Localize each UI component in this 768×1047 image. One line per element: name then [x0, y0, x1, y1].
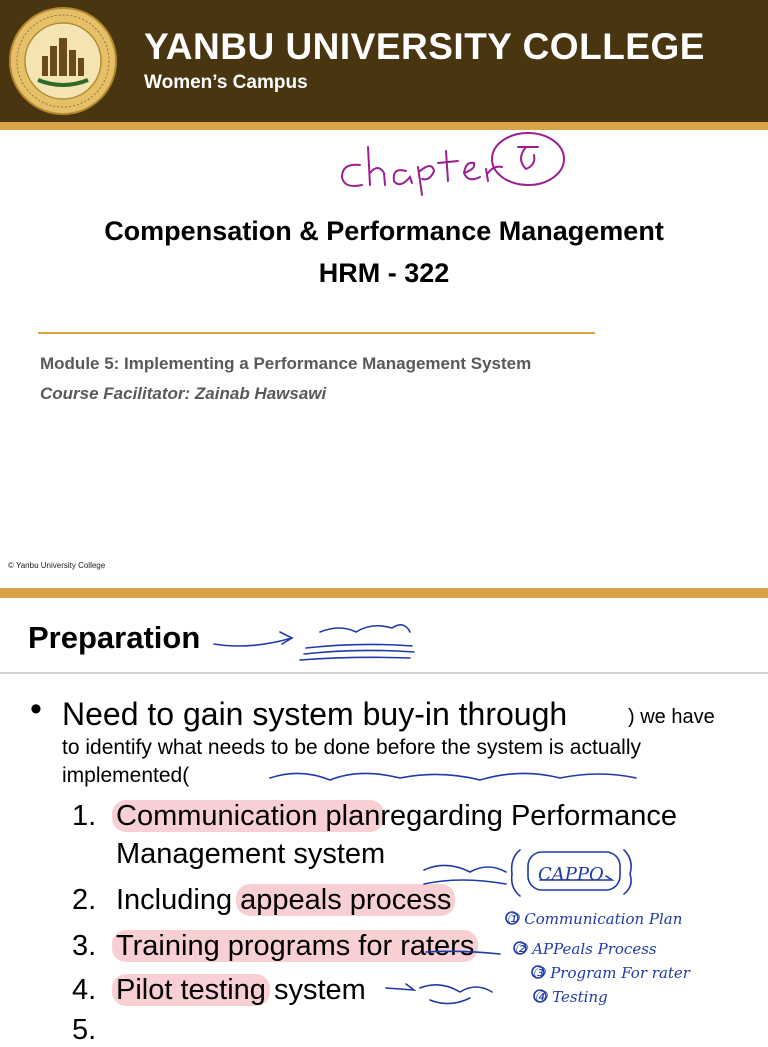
- bullet-main-text: Need to gain system buy-in through: [62, 696, 568, 732]
- module-subtitle: Module 5: Implementing a Performance Management System: [40, 354, 532, 373]
- copyright-footer: © Yanbu University College: [8, 561, 106, 570]
- campus-name: Women’s Campus: [144, 72, 308, 93]
- list-number: 1.: [72, 800, 97, 832]
- highlighted-phrase: appeals process: [236, 884, 455, 916]
- list-item-continuation: Management system: [116, 838, 386, 870]
- note-appeals-process: ② APPeals Process: [514, 940, 657, 958]
- item-text: regarding Performance: [380, 800, 677, 832]
- university-name: YANBU UNIVERSITY COLLEGE: [144, 26, 705, 67]
- list-item: [116, 884, 451, 917]
- university-seal-logo: [8, 6, 118, 116]
- slide-title: Preparation: [28, 620, 201, 655]
- list-item: [116, 800, 677, 833]
- note-testing: ④ Testing: [534, 988, 608, 1006]
- highlighted-phrase: Pilot testing: [112, 974, 270, 1006]
- list-number-partial: 5.: [72, 1014, 97, 1046]
- bullet-aside-text: ) we have: [628, 706, 715, 728]
- title-separator: [0, 672, 768, 674]
- list-number: 3.: [72, 930, 97, 962]
- course-title: Compensation & Performance Management: [104, 216, 664, 246]
- header-bar: [0, 0, 768, 122]
- title-divider: [38, 332, 595, 334]
- course-code: HRM - 322: [318, 258, 450, 288]
- preparation-slide: [0, 588, 768, 1046]
- highlighted-phrase: Communication plan: [112, 800, 384, 832]
- note-communication-plan: ① Communication Plan: [506, 910, 683, 928]
- cappo-note: CAPPO: [538, 864, 604, 885]
- item-text: system: [265, 974, 366, 1006]
- chapter-annotation-text: Chapter 4: [330, 125, 335, 126]
- item-text: Including: [116, 884, 241, 916]
- facilitator-line: Course Facilitator: Zainab Hawsawi: [40, 384, 327, 403]
- slide-gold-rule: [0, 588, 768, 598]
- note-program-for-rater: ③ Program For rater: [532, 964, 690, 982]
- bullet-continuation: to identify what needs to be done before the system is actually: [62, 736, 642, 759]
- bullet-marker: •: [30, 690, 42, 728]
- handwritten-chapter-annotation: [330, 125, 575, 200]
- list-item: [116, 930, 474, 963]
- list-item: [116, 974, 366, 1007]
- slide-gap: [0, 578, 768, 588]
- list-number: 2.: [72, 884, 97, 916]
- highlighted-phrase: Training programs for raters: [112, 930, 478, 962]
- bullet-continuation-end: implemented(: [62, 764, 190, 787]
- list-number: 4.: [72, 974, 97, 1006]
